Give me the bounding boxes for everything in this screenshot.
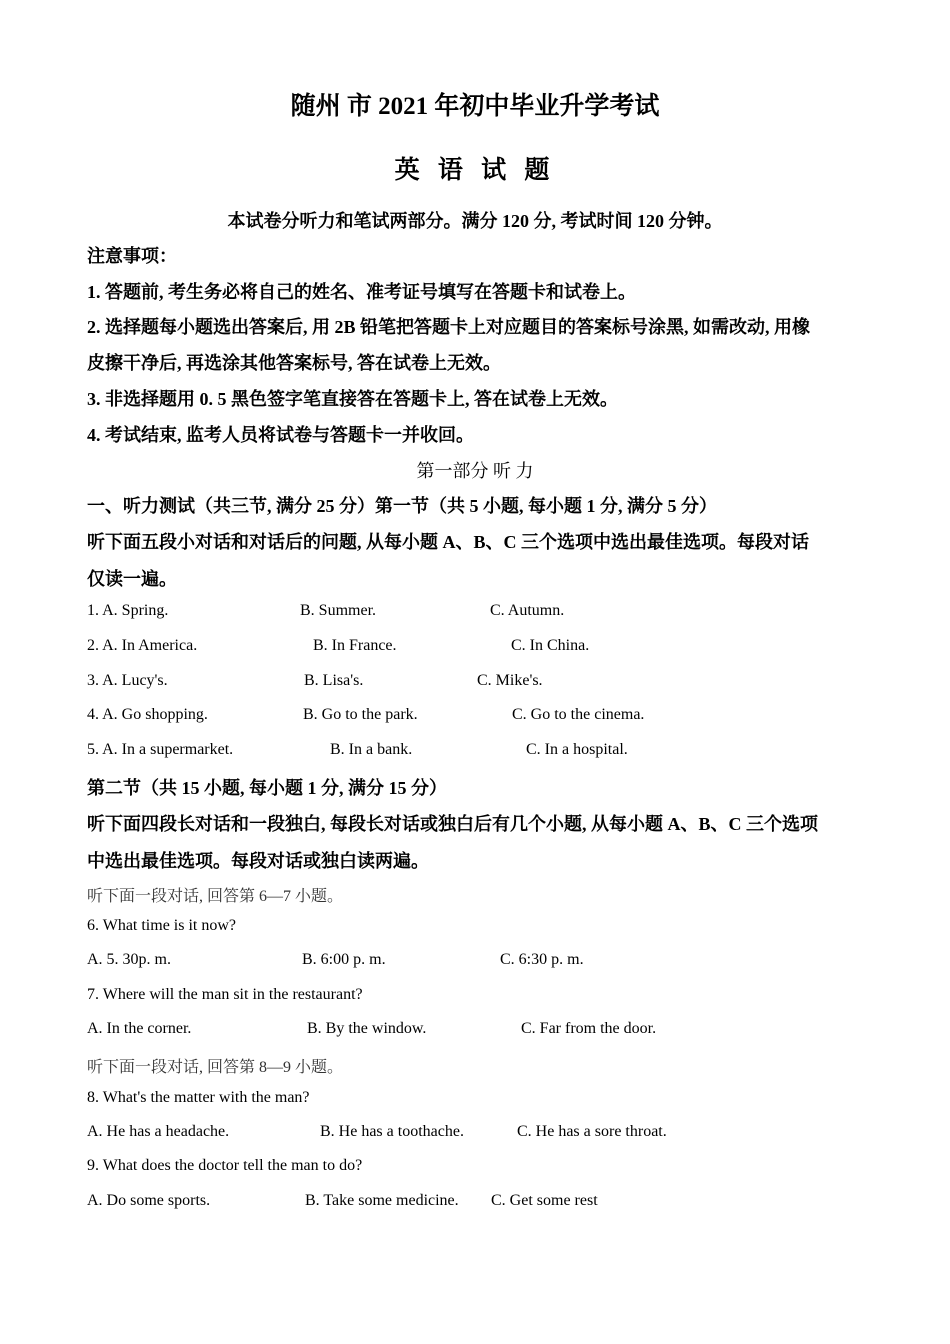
q6-option-c: C. 6:30 p. m. [500,951,584,968]
note-item: 2. 选择题每小题选出答案后, 用 2B 铅笔把答题卡上对应题目的答案标号涂黑, 如需改动, 用橡 [87,317,811,337]
q1-option-a: 1. A. Spring. [87,602,169,619]
exam-subtitle: 英 语 试 题 [394,157,556,184]
q5-option-c: C. In a hospital. [526,741,628,758]
exam-intro: 本试卷分听力和笔试两部分。满分 120 分, 考试时间 120 分钟。 [227,211,723,231]
q4-option-b: B. Go to the park. [303,706,418,723]
note-item: 4. 考试结束, 监考人员将试卷与答题卡一并收回。 [87,425,474,445]
q9-option-b: B. Take some medicine. [305,1192,459,1209]
q3-option-a: 3. A. Lucy's. [87,672,168,689]
q7-option-b: B. By the window. [307,1020,427,1037]
notes-heading: 注意事项： [87,246,177,266]
section2-instruction: 听下面四段长对话和一段独白, 每段长对话或独白后有几个小题, 从每小题 A、B、C 三个选项 [87,814,818,834]
q8-option-b: B. He has a toothache. [320,1123,464,1140]
q3-option-b: B. Lisa's. [304,672,364,689]
section2-instruction: 中选出最佳选项。每段对话或独白读两遍。 [87,851,429,871]
q3-option-c: C. Mike's. [477,672,543,689]
section1-instruction: 仅读一遍。 [87,569,177,589]
q9-stem: 9. What does the doctor tell the man to do? [87,1157,363,1174]
section1-instruction: 听下面五段小对话和对话后的问题, 从每小题 A、B、C 三个选项中选出最佳选项。每段对话 [87,532,809,552]
q2-option-c: C. In China. [511,637,590,654]
q4-option-c: C. Go to the cinema. [512,706,645,723]
q6-option-b: B. 6:00 p. m. [302,951,386,968]
exam-title: 随州 市 2021 年初中毕业升学考试 [290,93,660,120]
q9-option-c: C. Get some rest [491,1192,598,1209]
q5-option-a: 5. A. In a supermarket. [87,741,234,758]
q8-stem: 8. What's the matter with the man? [87,1089,310,1106]
q5-option-b: B. In a bank. [330,741,413,758]
q6-stem: 6. What time is it now? [87,917,237,934]
q6-option-a: A. 5. 30p. m. [87,951,171,968]
q9-option-a: A. Do some sports. [87,1192,211,1209]
dialogue-note: 听下面一段对话, 回答第 6—7 小题。 [87,888,344,905]
q2-option-b: B. In France. [313,637,397,654]
dialogue-note: 听下面一段对话, 回答第 8—9 小题。 [87,1059,344,1076]
q4-option-a: 4. A. Go shopping. [87,706,208,723]
q8-option-c: C. He has a sore throat. [517,1123,667,1140]
q8-option-a: A. He has a headache. [87,1123,230,1140]
note-item: 1. 答题前, 考生务必将自己的姓名、准考证号填写在答题卡和试卷上。 [87,282,636,302]
q7-option-c: C. Far from the door. [521,1020,657,1037]
q1-option-c: C. Autumn. [490,602,565,619]
section2-heading: 第二节（共 15 小题, 每小题 1 分, 满分 15 分） [87,778,447,798]
section1-heading: 一、听力测试（共三节, 满分 25 分）第一节（共 5 小题, 每小题 1 分, 满分 5 分） [87,496,717,516]
q2-option-a: 2. A. In America. [87,637,198,654]
part1-heading: 第一部分 听 力 [416,461,534,481]
q1-option-b: B. Summer. [300,602,377,619]
q7-stem: 7. Where will the man sit in the restaurant? [87,986,363,1003]
q7-option-a: A. In the corner. [87,1020,192,1037]
note-item: 3. 非选择题用 0. 5 黑色签字笔直接答在答题卡上, 答在试卷上无效。 [87,389,618,409]
note-item: 皮擦干净后, 再选涂其他答案标号, 答在试卷上无效。 [87,353,501,373]
